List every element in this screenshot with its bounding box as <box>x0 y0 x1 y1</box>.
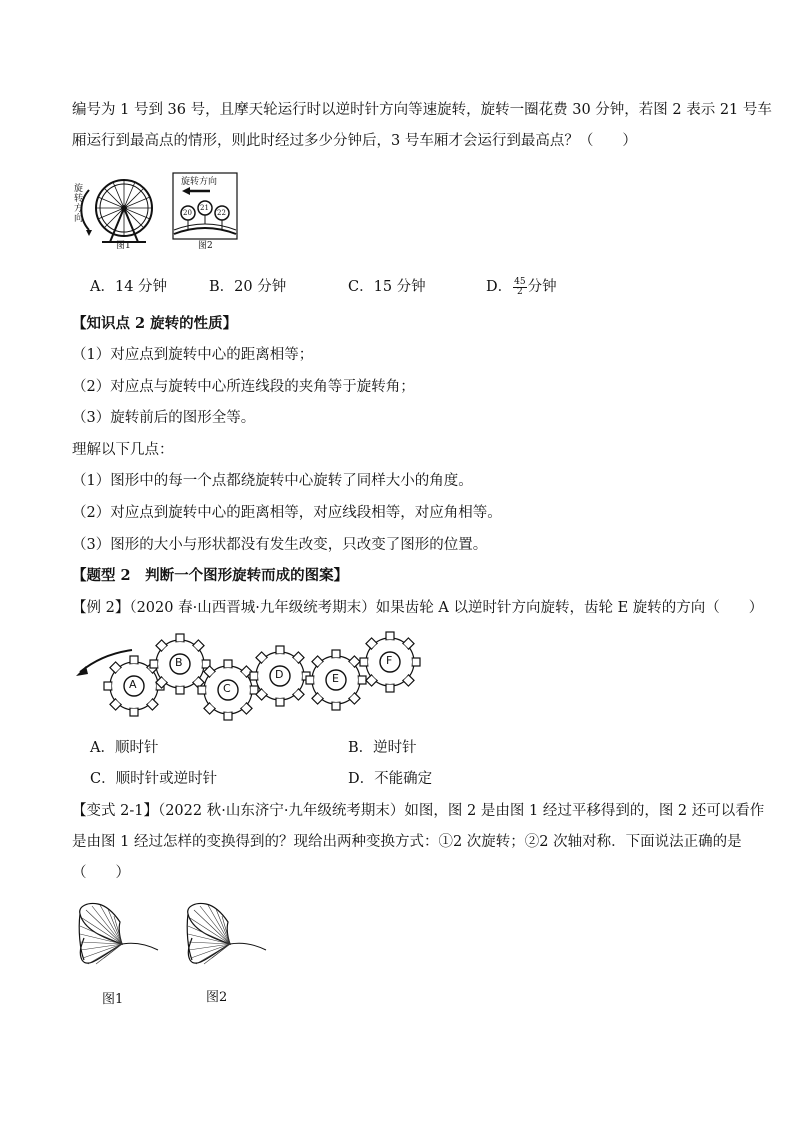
fraction-denominator: 2 <box>517 286 523 297</box>
type2-heading: 【题型 2 判断一个图形旋转而成的图案】 <box>72 567 349 584</box>
ginkgo-leaf-figure-1 <box>74 900 164 1005</box>
q1-option-d[interactable] <box>486 277 557 297</box>
fig1-side-label-2: 方 <box>74 204 84 214</box>
gear-label-e: E <box>332 672 339 685</box>
q1-option-d-suffix: 分钟 <box>527 279 557 295</box>
ginkgo-leaf-drawing-2 <box>182 900 272 980</box>
gear-label-c: C <box>223 682 231 695</box>
ginkgo-leaf-figure-2 <box>182 900 272 1005</box>
gears-drawing <box>72 628 428 722</box>
q1-option-d-fraction <box>513 278 526 297</box>
gear-label-d: D <box>275 668 284 681</box>
kp2-point-2: （2）对应点与旋转中心所连线段的夹角等于旋转角； <box>72 379 415 395</box>
var21-stem-line1: 【变式 2-1】（2022 秋·山东济宁·九年级统考期末）如图，图 2 是由图 1 经过平移得到的，图 2 还可以看作 <box>72 803 765 819</box>
ex2-option-c[interactable]: C．顺时针或逆时针 <box>90 771 218 787</box>
q1-stem-line2: 厢运行到最高点的情形，则此时经过多少分钟后，3 号车厢才会运行到最高点？（ ） <box>72 133 637 149</box>
fig1-caption: 图1 <box>116 241 131 251</box>
kp2-heading: 【知识点 2 旋转的性质】 <box>72 315 238 332</box>
ferris-wheel-figure-2 <box>172 172 238 252</box>
fig1-side-label-3: 向 <box>74 214 84 224</box>
gear-label-f: F <box>386 654 393 667</box>
fig2-car-20: 20 <box>183 209 192 217</box>
fig2-caption: 图2 <box>198 241 213 251</box>
q1-option-d-prefix: D． <box>486 279 513 295</box>
q1-stem-line1: 编号为 1 号到 36 号，且摩天轮运行时以逆时针方向等速旋转，旋转一圈花费 30 分钟，若图 2 表示 21 号车 <box>72 102 772 118</box>
q1-option-b[interactable]: B．20 分钟 <box>209 279 287 295</box>
gears-figure <box>72 628 428 722</box>
kp2-understand-2: （2）对应点到旋转中心的距离相等，对应线段相等，对应角相等。 <box>72 505 502 521</box>
ex2-option-b[interactable]: B．逆时针 <box>348 740 417 756</box>
fraction-numerator: 45 <box>514 276 526 287</box>
fig2-top-label: 旋转方向 <box>181 177 218 187</box>
kp2-understand-1: （1）图形中的每一个点都绕旋转中心旋转了同样大小的角度。 <box>72 473 473 489</box>
fig1-side-label-0: 旋 <box>74 184 84 194</box>
ferris-wheel-figure-1 <box>72 172 162 252</box>
kp2-point-1: （1）对应点到旋转中心的距离相等； <box>72 347 314 363</box>
fig2-car-22: 22 <box>217 209 226 217</box>
q1-option-c[interactable]: C．15 分钟 <box>348 279 426 295</box>
ginkgo-fig2-caption: 图2 <box>206 990 228 1005</box>
ex2-option-a[interactable]: A．顺时针 <box>90 740 159 756</box>
kp2-understand: 理解以下几点： <box>72 442 174 458</box>
fig1-side-label-1: 转 <box>74 194 84 204</box>
var21-stem-line3: （ ） <box>72 865 130 881</box>
var21-stem-line2: 是由图 1 经过怎样的变换得到的？现给出两种变换方式：①2 次旋转；②2 次轴对称．下面说法正确的是 <box>72 834 742 850</box>
kp2-understand-3: （3）图形的大小与形状都没有发生改变，只改变了图形的位置。 <box>72 537 488 553</box>
ginkgo-leaf-drawing-1 <box>74 900 164 980</box>
ginkgo-fig1-caption: 图1 <box>102 992 124 1007</box>
ex2-stem: 【例 2】（2020 春·山西晋城·九年级统考期末）如果齿轮 A 以逆时针方向旋转，齿轮 E 旋转的方向（ ） <box>72 600 764 616</box>
gear-label-a: A <box>129 678 137 691</box>
gear-label-b: B <box>175 656 183 669</box>
q1-option-a[interactable]: A．14 分钟 <box>90 279 168 295</box>
fig2-car-21: 21 <box>200 204 209 212</box>
ex2-option-d[interactable]: D．不能确定 <box>348 771 433 787</box>
kp2-point-3: （3）旋转前后的图形全等。 <box>72 410 256 426</box>
